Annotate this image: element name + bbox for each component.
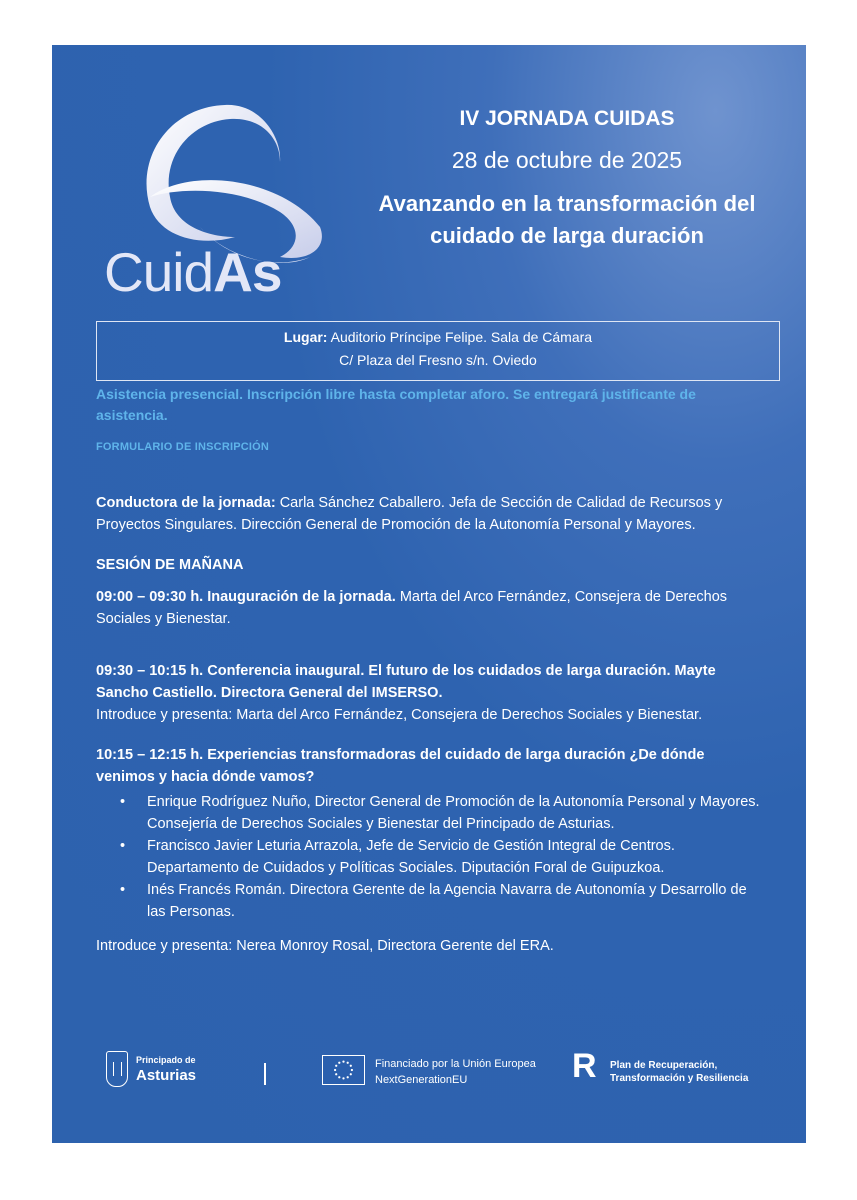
program-item-panel: 10:15 – 12:15 h. Experiencias transformadoras del cuidado de larga duración ¿De dónde venimos y hacia dónde vamos?	[96, 747, 705, 785]
venue-box	[96, 321, 780, 381]
event-poster	[52, 45, 806, 1143]
venue-line2: C/ Plaza del Fresno s/n. Oviedo	[339, 352, 537, 368]
recovery-plan-r-icon: R	[572, 1047, 597, 1085]
list-item: • Inés Francés Román. Directora Gerente de la Agencia Navarra de Autonomía y Desarrollo de las Personas.	[96, 879, 766, 923]
event-date: 28 de octubre de 2025	[451, 147, 683, 173]
asturias-crest-icon	[106, 1051, 128, 1087]
attendance-note: Asistencia presencial. Inscripción libre hasta completar aforo. Se entregará justificante de asistencia.	[96, 386, 696, 423]
venue-line1: Auditorio Príncipe Felipe. Sala de Cámara	[330, 329, 593, 345]
asturias-logo: Principado de Asturias	[106, 1049, 236, 1091]
list-item: • Francisco Javier Leturia Arrazola, Jefe de Servicio de Gestión Integral de Centros. Departamento de Cuidados y Políticas Sociales. Diputación Foral de Guipuzkoa.	[96, 835, 766, 879]
program	[96, 492, 766, 957]
registration-form-link[interactable]: FORMULARIO DE INSCRIPCIÓN	[96, 441, 270, 453]
event-subtitle: Avanzando en la transformación del cuidado de larga duración	[378, 191, 756, 248]
program-item-keynote: 09:30 – 10:15 h. Conferencia inaugural. El futuro de los cuidados de larga duración. Mayte Sancho Castiello. Directora General del IMSERSO.	[96, 663, 716, 701]
footer-logos	[52, 1045, 806, 1095]
venue-label: Lugar:	[283, 329, 328, 345]
recovery-plan-logo: R Plan de Recuperación, Transformación y Resiliencia	[572, 1047, 749, 1085]
cuidas-logo-text: CuidAs	[104, 241, 282, 303]
list-item: • Enrique Rodríguez Nuño, Director General de Promoción de la Autonomía Personal y Mayores. Consejería de Derechos Sociales y Bienestar del Principado de Asturias.	[96, 791, 766, 835]
event-title: IV JORNADA CUIDAS	[459, 107, 675, 130]
session-heading: SESIÓN DE MAÑANA	[96, 557, 244, 573]
speaker-list	[96, 791, 766, 923]
program-item-opening: 09:00 – 09:30 h. Inauguración de la jornada. Marta del Arco Fernández, Consejera de Derechos Sociales y Bienestar.	[96, 589, 728, 627]
event-header	[322, 107, 806, 252]
program-item-panel-intro: Introduce y presenta: Nerea Monroy Rosal, Directora Gerente del ERA.	[96, 938, 554, 954]
host-paragraph: Conductora de la jornada: Carla Sánchez Caballero. Jefa de Sección de Calidad de Recursos y Proyectos Singulares. Dirección General de Promoción de la Autonomía Personal y Mayores.	[96, 495, 723, 533]
eu-flag-icon	[322, 1055, 365, 1085]
program-item-keynote-intro: Introduce y presenta: Marta del Arco Fernández, Consejera de Derechos Sociales y Bienestar.	[96, 707, 703, 723]
eu-logo: Financiado por la Unión Europea NextGenerationEU	[322, 1055, 562, 1089]
